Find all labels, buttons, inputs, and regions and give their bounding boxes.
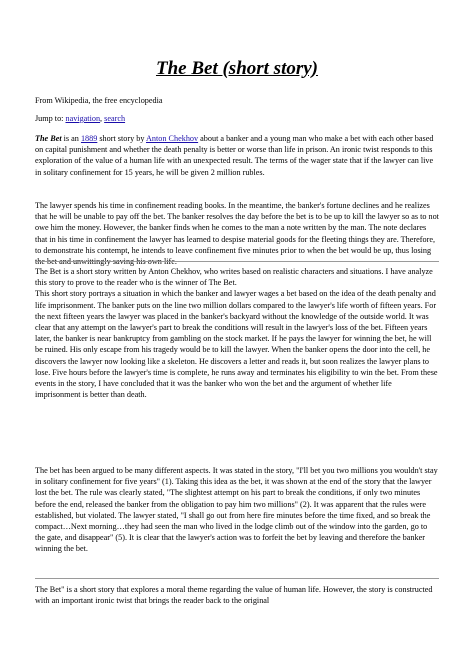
intro-text-2: short story by: [97, 134, 147, 143]
horizontal-rule: [35, 261, 439, 262]
page-title: The Bet (short story): [155, 58, 319, 79]
essay-section-3: The Bet" is a short story that explores a moral theme regarding the value of human life. However, the story is constructed with an important ironic twist that brings the reader back to the original: [35, 585, 433, 606]
intro-text-3: about a banker and a young man who make a bet with each other based on capital punishment and whether the death penalty is better or worse than life in prison. An ironic twist responds to this exploration of the value of a human life with an unexpected result. The terms of the wager state that if the lawyer can live in solitary confinement for 15 years, he will be given 2 million rubles.: [35, 134, 434, 177]
year-link[interactable]: 1889: [80, 134, 98, 143]
search-link[interactable]: search: [104, 114, 126, 123]
jump-links: [35, 113, 439, 124]
intro-title-bold: The Bet: [35, 134, 62, 143]
source-line: From Wikipedia, the free encyclopedia: [35, 96, 163, 105]
jump-separator: ,: [100, 114, 105, 123]
essay-summary: This short story portrays a situation in which the banker and lawyer wages a bet based on the idea of the death penalty and life imprisonment. The banker puts on the line two million dollars compared to the lawyer's life worth of fifteen years. For the next fifteen years the lawyer was placed in the banker's backyard without the knowledge of the outside world. It was clear that any attempt on the lawyer's part to break the conditions will result in the lawyer's loss of the bet. Fifteen years later, the banker is near bankruptcy from gambling on the stock market. If he pays the lawyer for winning the bet, he will be ruined. His only escape from his tragedy would be to kill the lawyer. When the banker opens the door into the cell, he discovers the lawyer now looking like a skeleton. He discovers a letter and reads it, but soon realizes the lawyer plans to lose. Five hours before the lawyer's time is complete, he runs away and terminates his eligibility to win the bet. From these events in the story, I have concluded that it was the banker who won the bet and the argument of whether life imprisonment is better than death.: [35, 289, 438, 400]
author-link[interactable]: Anton Chekhov: [146, 134, 199, 143]
essay-section-2: The bet has been argued to be many different aspects. It was stated in the story, "I'll bet you two millions you wouldn't stay in solitary confinement for five years" (1). Taking this idea as the bet, it was shown at the end of the story that the lawyer lost the bet. The rule was clearly stated, "The slightest attempt on his part to break the conditions, if only two minutes before the end, released the banker from the obligation to pay him two millions" (2). It was apparent that the rules were established, but violated. The lawyer stated, "I shall go out from here fire minutes before the time fixed, and so break the compact…Next morning…they had seen the man who lived in the lodge climb out of the window into the garden, go to the gate, and disappear" (5). It is clear that the lawyer's action was to forfeit the bet by leaving and therefore the banker winning the bet.: [35, 466, 438, 554]
plot-paragraph: The lawyer spends his time in confinement reading books. In the meantime, the banker's fortune declines and he realizes that he will be unable to pay off the bet. The banker resolves the day before the bet is to be up to kill the lawyer so as to not owe him the money. However, the banker finds when he comes to the man a note written by the man. The note declares that in his time in confinement the lawyer has learned to despise material goods for the fleeting things they are. Therefore, to demonstrate his contempt, he intends to leave confinement five minutes prior to when the bet would be up, thus losing the bet and unwittingly saving his own life.: [35, 201, 439, 267]
horizontal-rule: [35, 578, 439, 579]
essay-section-1: [35, 266, 439, 400]
intro-text-1: is an: [61, 134, 81, 143]
essay-intro: The Bet is a short story written by Anton Chekhov, who writes based on realistic characters and situations. I have analyze this story to prove to the reader who is the winner of The Bet.: [35, 267, 433, 288]
intro-paragraph: [35, 133, 439, 178]
navigation-link[interactable]: navigation: [65, 114, 101, 123]
jump-prefix: Jump to:: [35, 114, 66, 123]
